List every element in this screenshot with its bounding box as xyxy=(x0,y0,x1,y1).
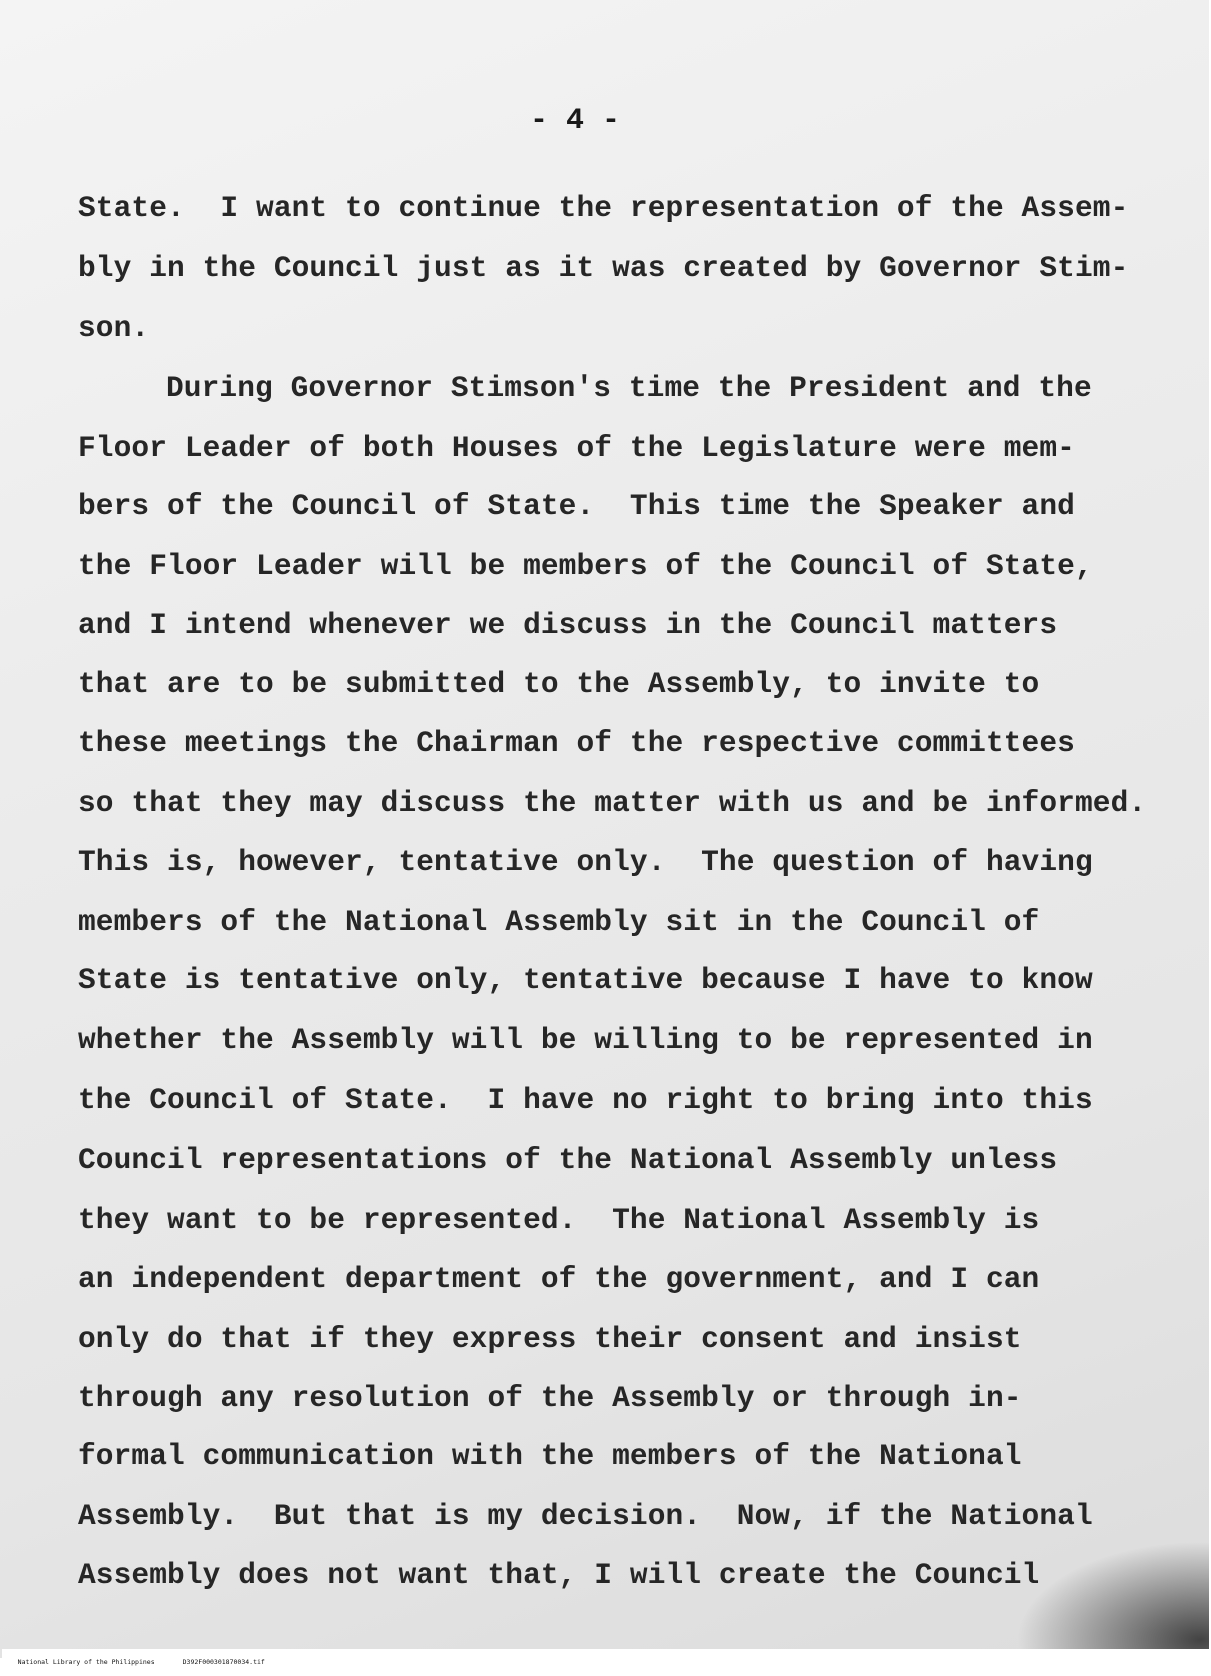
text-line: through any resolution of the Assembly or through in- xyxy=(78,1381,1022,1415)
footer-filename: D392F000301870034.tif xyxy=(182,1658,265,1666)
text-line: Council representations of the National Assembly unless xyxy=(78,1143,1058,1177)
text-line: they want to be represented. The National Assembly is xyxy=(78,1203,1040,1237)
text-line: State is tentative only, tentative because I have to know xyxy=(78,963,1093,997)
text-line: Assembly. But that is my decision. Now, if the National xyxy=(78,1499,1093,1533)
text-line: and I intend whenever we discuss in the Council matters xyxy=(78,608,1058,642)
text-line: son. xyxy=(78,311,150,345)
text-line: Assembly does not want that, I will create the Council xyxy=(78,1558,1040,1592)
page-number: - 4 - xyxy=(529,104,620,138)
text-line: whether the Assembly will be willing to be represented in xyxy=(78,1023,1093,1057)
text-line: an independent department of the government, and I can xyxy=(78,1262,1040,1296)
text-line: bly in the Council just as it was created by Governor Stim- xyxy=(78,251,1129,285)
text-line: Floor Leader of both Houses of the Legislature were mem- xyxy=(78,431,1075,465)
text-line: only do that if they express their consent and insist xyxy=(78,1322,1022,1356)
text-line: these meetings the Chairman of the respective committees xyxy=(78,726,1075,760)
text-line: so that they may discuss the matter with us and be informed. xyxy=(78,786,1147,820)
text-line: State. I want to continue the representation of the Assem- xyxy=(78,191,1129,225)
text-line: This is, however, tentative only. The question of having xyxy=(78,845,1093,879)
scan-footer xyxy=(2,1649,1211,1666)
footer-library: National Library of the Philippines xyxy=(17,1658,155,1666)
text-line: the Floor Leader will be members of the Council of State, xyxy=(78,549,1093,583)
text-line: During Governor Stimson's time the President and the xyxy=(166,371,1092,405)
text-line: that are to be submitted to the Assembly, to invite to xyxy=(78,667,1040,701)
text-line: members of the National Assembly sit in the Council of xyxy=(78,905,1040,939)
text-line: the Council of State. I have no right to bring into this xyxy=(78,1083,1093,1117)
text-line: formal communication with the members of the National xyxy=(78,1439,1022,1473)
text-line: bers of the Council of State. This time the Speaker and xyxy=(78,489,1075,523)
